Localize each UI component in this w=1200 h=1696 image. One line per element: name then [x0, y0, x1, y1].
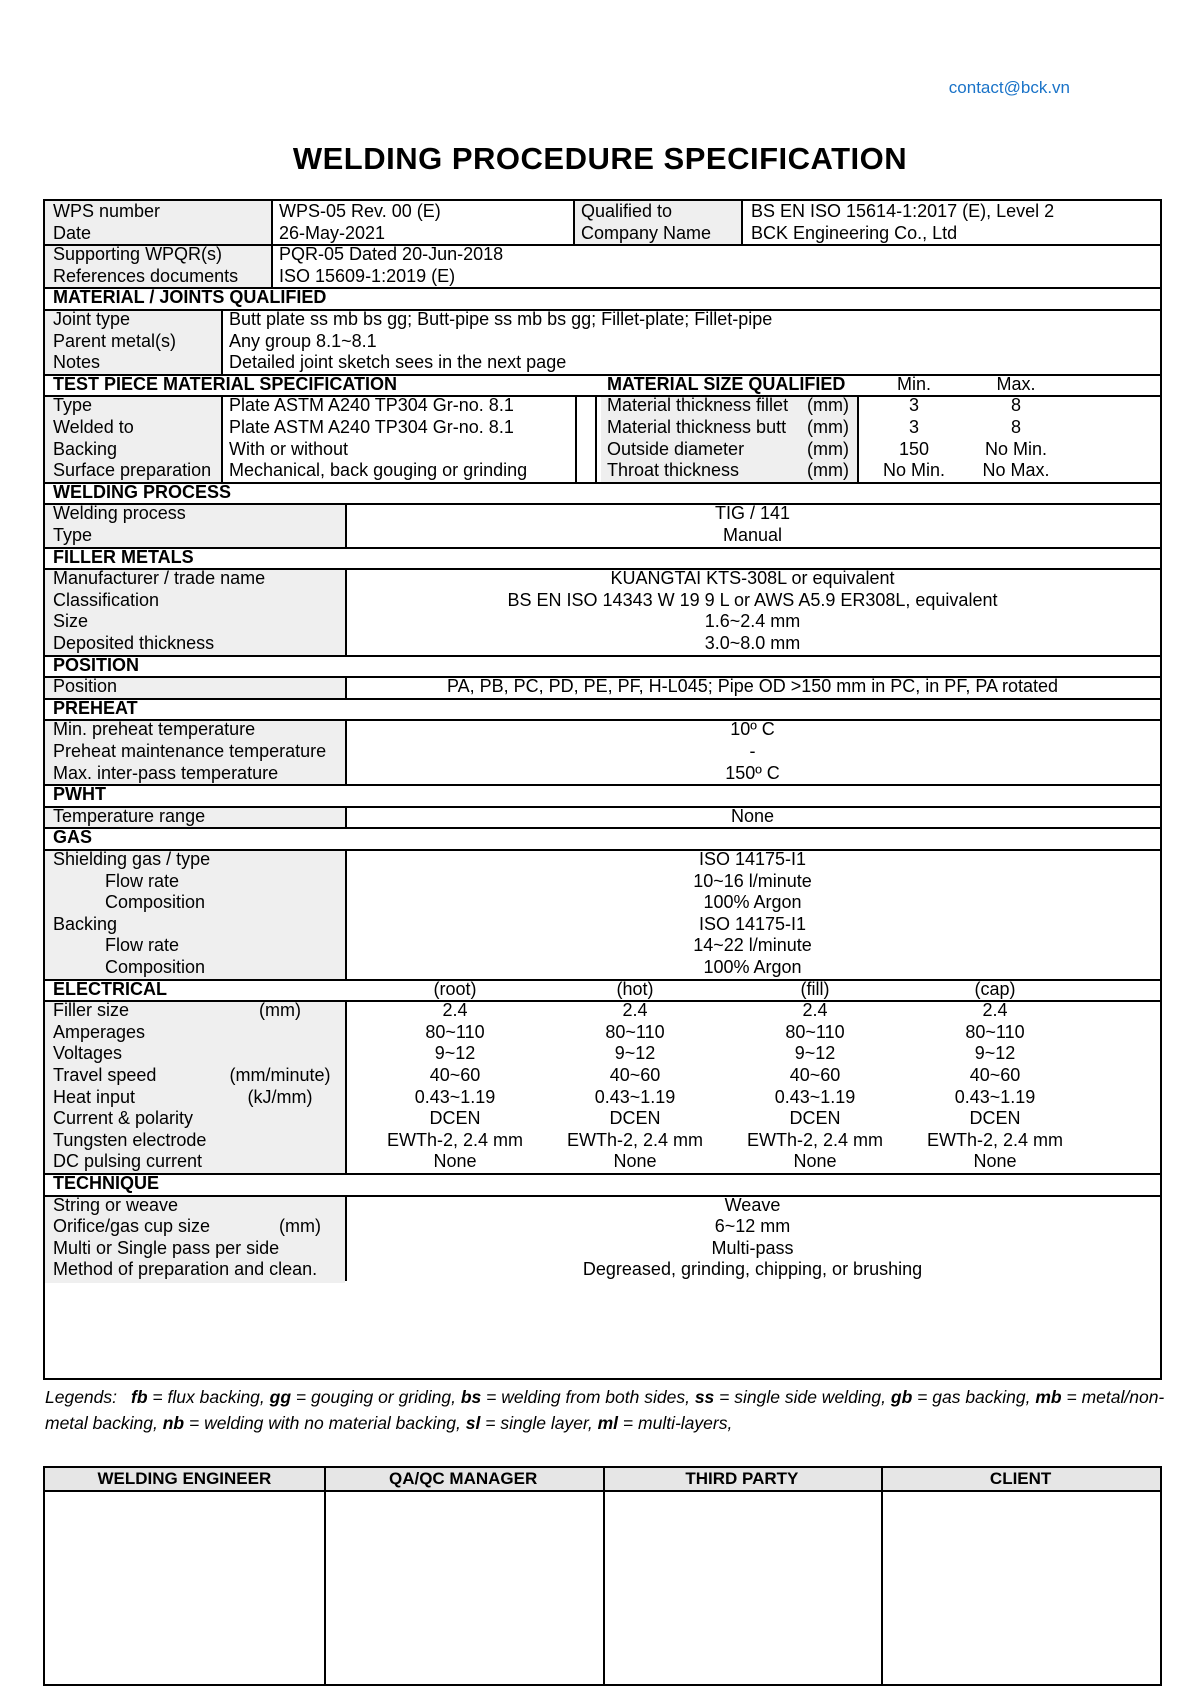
field-value: Degreased, grinding, chipping, or brushing [582, 1259, 923, 1280]
legend-code: ml [597, 1413, 619, 1433]
size-label: Throat thickness [607, 460, 740, 481]
field-label: Voltages [53, 1043, 123, 1064]
field-label: Multi or Single pass per side [53, 1237, 280, 1258]
section-heading-test-piece: TEST PIECE MATERIAL SPECIFICATION [53, 373, 398, 394]
divider-line [221, 395, 223, 481]
pass-value: 2.4 [982, 1000, 1008, 1021]
field-unit: (mm) [279, 1216, 321, 1237]
field-label: Flow rate [105, 935, 180, 956]
field-value: Mechanical, back gouging or grinding [229, 460, 528, 481]
divider-line [575, 395, 577, 481]
field-label: Flow rate [105, 870, 180, 891]
qualified-value: BS EN ISO 15614-1:2017 (E), Level 2 [751, 201, 1055, 221]
section-heading-welding-process: WELDING PROCESS [53, 481, 232, 502]
min-label: Min. [896, 373, 931, 394]
pass-value: None [793, 1151, 837, 1172]
field-value: Multi-pass [711, 1237, 794, 1258]
divider-line [45, 655, 1160, 657]
field-label: Travel speed [53, 1065, 157, 1085]
field-value: 100% Argon [703, 957, 802, 977]
field-value: Plate ASTM A240 TP304 Gr-no. 8.1 [229, 395, 514, 416]
field-label: Temperature range [53, 805, 206, 826]
legend-text: = gouging or griding, [295, 1387, 456, 1407]
field-value: 100% Argon [703, 892, 802, 913]
field-label: Classification [53, 589, 160, 610]
section-heading-gas: GAS [53, 827, 93, 848]
legend-code: gg [269, 1387, 292, 1407]
field-value: With or without [229, 438, 349, 459]
size-unit: (mm) [807, 438, 849, 459]
signature-box[interactable] [326, 1492, 601, 1684]
field-value: ISO 14175-I1 [698, 849, 807, 869]
section-heading-technique: TECHNIQUE [53, 1173, 160, 1193]
size-max: No Min. [984, 438, 1047, 459]
pass-label: (fill) [800, 978, 830, 999]
pass-value: 80~110 [785, 1021, 845, 1042]
pass-value: 9~12 [434, 1043, 476, 1064]
signature-box[interactable] [883, 1492, 1158, 1684]
field-label: Method of preparation and clean. [53, 1259, 318, 1280]
size-label: Material thickness fillet [607, 395, 789, 416]
pass-value: 0.43~1.19 [414, 1086, 496, 1107]
legend-code: fb [131, 1387, 148, 1407]
divider-line [221, 309, 223, 374]
divider-line [45, 827, 1160, 829]
pass-value: None [613, 1151, 657, 1172]
field-value: Butt plate ss mb bs gg; Butt-pipe ss mb bs gg; Fillet-plate; Fillet-pipe [229, 309, 773, 329]
field-label: Type [53, 525, 93, 545]
pass-value: 40~60 [969, 1065, 1021, 1085]
divider-line [741, 201, 743, 244]
divider-line [345, 503, 347, 546]
field-value: 14~22 l/minute [693, 935, 812, 956]
size-label: Material thickness butt [607, 417, 787, 437]
size-label: Outside diameter [607, 438, 745, 459]
pass-value: DCEN [789, 1108, 841, 1129]
legend-text: = single side welding, [719, 1387, 887, 1407]
legend-code: nb [162, 1413, 185, 1433]
divider-line [857, 395, 859, 481]
date-label: Date [53, 222, 92, 243]
field-label: Position [53, 676, 118, 697]
signature-label-0: WELDING ENGINEER [97, 1469, 272, 1488]
legend-text: = flux backing, [152, 1387, 265, 1407]
field-unit: (mm/minute) [229, 1065, 331, 1085]
signature-box[interactable] [605, 1492, 880, 1684]
field-label: Heat input [53, 1086, 136, 1107]
legend-text: = metal/non-metal backing, [45, 1387, 1165, 1433]
field-value: KUANGTAI KTS-308L or equivalent [610, 568, 895, 589]
field-label: Shielding gas / type [53, 849, 211, 869]
field-value: 150º C [725, 762, 780, 783]
pass-value: 40~60 [789, 1065, 841, 1085]
pass-label: (root) [433, 978, 477, 999]
pass-label: (hot) [616, 978, 654, 999]
legend-text: = gas backing, [917, 1387, 1031, 1407]
size-min: No Min. [882, 460, 945, 481]
divider-line [345, 568, 347, 654]
field-label: Composition [105, 892, 206, 913]
field-value: - [749, 741, 756, 761]
field-value: 6~12 mm [714, 1216, 791, 1237]
field-label: Size [53, 611, 89, 632]
pass-value: EWTh-2, 2.4 mm [566, 1129, 704, 1150]
pass-value: 0.43~1.19 [774, 1086, 856, 1107]
field-label: Type [53, 395, 93, 416]
field-value: PA, PB, PC, PD, PE, PF, H-L045; Pipe OD >150 mm in PC, in PF, PA rotated [446, 676, 1059, 697]
field-unit: (kJ/mm) [247, 1086, 313, 1107]
wps-number-value: WPS-05 Rev. 00 (E) [279, 201, 441, 221]
field-label: Filler size [53, 1000, 130, 1021]
legend-text: = welding from both sides, [486, 1387, 690, 1407]
wps-number-label: WPS number [53, 201, 161, 221]
refs-value: ISO 15609-1:2019 (E) [279, 265, 456, 286]
field-label: Current & polarity [53, 1108, 194, 1129]
pass-value: None [433, 1151, 477, 1172]
pass-value: 2.4 [802, 1000, 828, 1021]
pass-value: 0.43~1.19 [954, 1086, 1036, 1107]
divider-line [595, 395, 597, 481]
document-title: WELDING PROCEDURE SPECIFICATION [292, 141, 908, 176]
size-unit: (mm) [807, 395, 849, 416]
section-heading-position: POSITION [53, 654, 140, 675]
pass-value: EWTh-2, 2.4 mm [926, 1129, 1064, 1150]
legend [45, 1384, 1165, 1436]
company-value: BCK Engineering Co., Ltd [751, 222, 958, 243]
date-value: 26-May-2021 [279, 222, 386, 243]
size-max: No Max. [982, 460, 1050, 481]
divider-line [345, 1000, 347, 1173]
wpqr-value: PQR-05 Dated 20-Jun-2018 [279, 244, 504, 265]
divider-line [45, 547, 1160, 549]
pass-value: DCEN [609, 1108, 661, 1129]
legend-code: gb [890, 1387, 913, 1407]
pass-value: 9~12 [974, 1043, 1016, 1064]
qualified-label: Qualified to [581, 201, 673, 221]
pass-value: 40~60 [609, 1065, 661, 1085]
legend-code: mb [1035, 1387, 1062, 1407]
signature-box[interactable] [47, 1492, 322, 1684]
field-label: Surface preparation [53, 460, 212, 481]
section-heading-material: MATERIAL / JOINTS QUALIFIED [53, 287, 327, 308]
field-label: Backing [53, 438, 118, 459]
field-label: Min. preheat temperature [53, 719, 256, 740]
signature-label-1: QA/QC MANAGER [388, 1469, 538, 1488]
divider-line [345, 719, 347, 784]
legend-code: bs [460, 1387, 482, 1407]
size-min: 150 [898, 438, 930, 459]
section-heading-filler-metals: FILLER METALS [53, 546, 194, 567]
field-label: Backing [53, 913, 118, 934]
pass-value: 80~110 [425, 1021, 485, 1042]
pass-value: 40~60 [429, 1065, 481, 1085]
field-value: Any group 8.1~8.1 [229, 330, 377, 351]
field-label: Manufacturer / trade name [53, 568, 266, 589]
field-label: String or weave [53, 1194, 179, 1215]
field-value: Weave [724, 1194, 781, 1215]
refs-label: References documents [53, 265, 239, 286]
field-label: Welding process [53, 503, 186, 524]
field-value: Plate ASTM A240 TP304 Gr-no. 8.1 [229, 417, 514, 437]
pass-value: 80~110 [965, 1021, 1025, 1042]
pass-value: 9~12 [614, 1043, 656, 1064]
field-label: Joint type [53, 309, 131, 329]
pass-value: 2.4 [622, 1000, 648, 1021]
pass-value: None [973, 1151, 1017, 1172]
field-value: None [730, 805, 775, 826]
pass-value: EWTh-2, 2.4 mm [386, 1129, 524, 1150]
divider-line [345, 1195, 347, 1281]
divider-line [345, 676, 347, 698]
divider-line [45, 698, 1160, 700]
size-max: 8 [1010, 417, 1021, 437]
pass-label: (cap) [974, 978, 1016, 999]
field-value: BS EN ISO 14343 W 19 9 L or AWS A5.9 ER308L, equivalent [507, 589, 998, 610]
field-value: 1.6~2.4 mm [704, 611, 801, 632]
divider-line [45, 784, 1160, 786]
field-value: 10º C [730, 719, 775, 740]
field-value: 3.0~8.0 mm [704, 633, 801, 653]
signature-label-3: CLIENT [989, 1469, 1052, 1488]
pass-value: EWTh-2, 2.4 mm [746, 1129, 884, 1150]
field-label: Preheat maintenance temperature [53, 741, 327, 761]
field-label: DC pulsing current [53, 1151, 203, 1172]
signature-label-2: THIRD PARTY [685, 1469, 799, 1488]
section-heading-electrical: ELECTRICAL [53, 978, 167, 999]
legend-code: sl [465, 1413, 481, 1433]
field-value: 10~16 l/minute [693, 870, 812, 891]
pass-value: 2.4 [442, 1000, 468, 1021]
wpqr-label: Supporting WPQR(s) [53, 244, 223, 265]
field-label: Composition [105, 957, 206, 977]
field-label: Welded to [53, 417, 134, 437]
field-label: Notes [53, 352, 101, 373]
legend-text: = multi-layers, [622, 1413, 733, 1433]
legend-code: ss [694, 1387, 715, 1407]
company-label: Company Name [581, 222, 712, 243]
field-label: Max. inter-pass temperature [53, 762, 279, 783]
section-heading-preheat: PREHEAT [53, 697, 138, 718]
pass-value: 9~12 [794, 1043, 836, 1064]
size-min: 3 [908, 417, 919, 437]
field-value: Detailed joint sketch sees in the next page [229, 352, 567, 373]
size-unit: (mm) [807, 417, 849, 437]
divider-line [345, 806, 347, 828]
max-label: Max. [996, 373, 1036, 394]
field-label: Deposited thickness [53, 633, 215, 653]
divider-line [573, 201, 575, 244]
legend-prefix: Legends: [45, 1387, 118, 1407]
pass-value: 0.43~1.19 [594, 1086, 676, 1107]
pass-value: 80~110 [605, 1021, 665, 1042]
section-heading-pwht: PWHT [53, 784, 106, 805]
field-label: Tungsten electrode [53, 1129, 207, 1150]
divider-line [45, 1173, 1160, 1175]
field-label: Parent metal(s) [53, 330, 177, 351]
field-label: Amperages [53, 1021, 146, 1042]
legend-text: = welding with no material backing, [188, 1413, 461, 1433]
section-heading-size-qualified: MATERIAL SIZE QUALIFIED [607, 373, 846, 394]
pass-value: DCEN [969, 1108, 1021, 1129]
size-max: 8 [1010, 395, 1021, 416]
wps-table [43, 199, 1162, 1380]
field-value: ISO 14175-I1 [698, 913, 807, 934]
contact-email[interactable]: contact@bck.vn [948, 78, 1070, 97]
field-label: Orifice/gas cup size [53, 1216, 211, 1237]
field-unit: (mm) [259, 1000, 301, 1021]
field-value: Manual [722, 525, 783, 545]
pass-value: DCEN [429, 1108, 481, 1129]
divider-line [345, 849, 347, 979]
field-value: TIG / 141 [714, 503, 791, 524]
size-min: 3 [908, 395, 919, 416]
size-unit: (mm) [807, 460, 849, 481]
legend-text: = single layer, [485, 1413, 593, 1433]
signature-table [43, 1466, 1162, 1686]
